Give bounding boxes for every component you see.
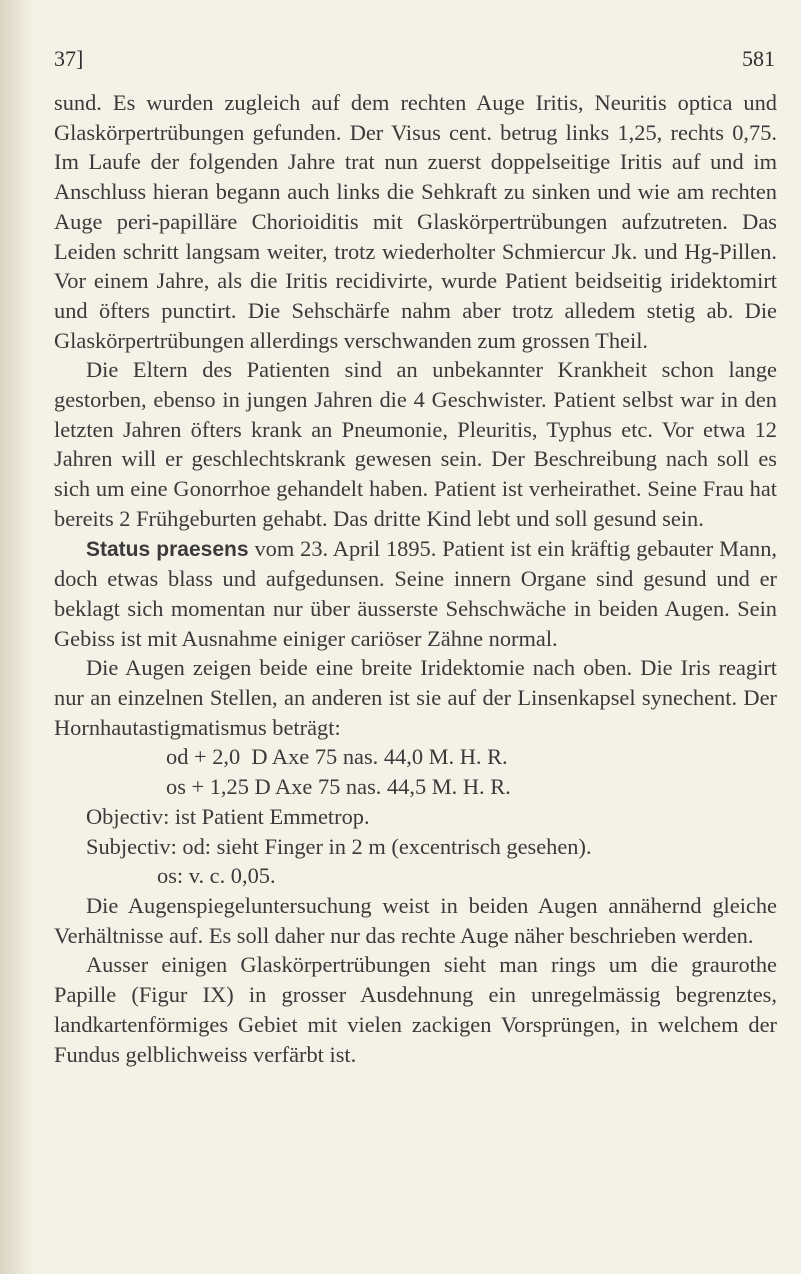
page-header [54, 46, 775, 76]
paragraph-iridektomie: Die Augen zeigen beide eine breite Iridektomie nach oben. Die Iris reagirt nur an einzelnen Stellen, an anderen ist sie auf der Linsenkapsel synechent. Der Hornhautastigmatismus beträgt: [54, 655, 777, 740]
measurement-od: od + 2,0 D Axe 75 nas. 44,0 M. H. R. [166, 744, 508, 770]
objectiv-line: Objectiv: ist Patient Emmetrop. [86, 803, 370, 829]
section-number: 37] [54, 46, 84, 71]
paragraph-2: Die Eltern des Patienten sind an unbekannter Krankheit schon lange gestorben, ebenso in jungen Jahren die 4 Geschwister. Patient selbst war in den letzten Jahren öfters krank an Pneumonie, Pleuritis, Typhus etc. Vor etwa 12 Jahren will er geschlechtskrank gewesen sein. Der Beschreibung nach soll es sich um eine Gonorrhoe gehandelt haben. Patient ist verheirathet. Seine Frau hat bereits 2 Frühgeburten gehabt. Das dritte Kind lebt und soll gesund sein. [54, 357, 777, 531]
paragraph-glaskoerper: Ausser einigen Glaskörpertrübungen sieht man rings um die graurothe Papille (Figur IX) in grosser Ausdehnung ein unregelmässig begrenztes, landkartenförmiges Gebiet mit vielen zackigen Vorsprüngen, in welchem der Fundus gelblichweiss verfärbt ist. [54, 952, 777, 1067]
measurement-os: os + 1,25 D Axe 75 nas. 44,5 M. H. R. [166, 774, 511, 800]
status-praesens-text: vom 23. April 1895. Patient ist ein kräftig gebauter Mann, doch etwas blass und aufgedunsen. Seine innern Organe sind gesund und er beklagt sich momentan nur über äusserste Sehschwäche in beiden Augen. Sein Gebiss ist mit Ausnahme einiger cariöser Zähne normal. [54, 535, 777, 651]
status-praesens-heading: Status praesens [86, 537, 249, 561]
paragraph-status [54, 534, 777, 654]
subjectiv-od-line: Subjectiv: od: sieht Finger in 2 m (excentrisch gesehen). [86, 833, 592, 859]
page-number: 581 [742, 46, 775, 71]
page-edge-shadow [0, 0, 34, 1274]
body-text [54, 88, 777, 1069]
paragraph-1: sund. Es wurden zugleich auf dem rechten Auge Iritis, Neuritis optica und Glaskörpertrübungen gefunden. Der Visus cent. betrug links 1,25, rechts 0,75. Im Laufe der folgenden Jahre trat nun zuerst doppelseitige Iritis auf und im Anschluss hieran begann auch links die Sehkraft zu sinken und wie am rechten Auge peri-papilläre Chorioiditis mit Glaskörpertrübungen aufzutreten. Das Leiden schritt langsam weiter, trotz wiederholter Schmiercur Jk. und Hg-Pillen. Vor einem Jahre, als die Iritis recidivirte, wurde Patient beidseitig iridektomirt und öfters punctirt. Die Sehschärfe nahm aber trotz alledem stetig ab. Die Glaskörpertrübungen allerdings verschwanden zum grossen Theil. [54, 90, 777, 353]
paragraph-augenspiegel: Die Augenspiegeluntersuchung weist in beiden Augen annähernd gleiche Verhältnisse auf. Es soll daher nur das rechte Auge näher beschrieben werden. [54, 892, 777, 948]
subjectiv-os-line: os: v. c. 0,05. [157, 863, 276, 889]
